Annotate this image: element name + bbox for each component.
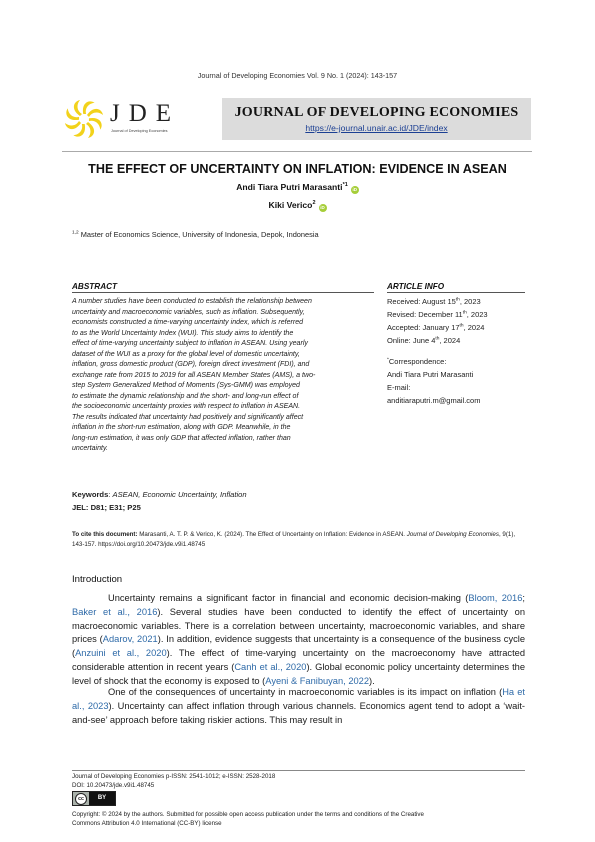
accepted-date: Accepted: January 17th, 2024	[387, 323, 485, 332]
jel-codes: JEL: D81; E31; P25	[72, 503, 141, 512]
abstract-line: the socioeconomic uncertainty proxies with respect to inflation in ASEAN.	[72, 403, 301, 410]
paragraph-text: ). Global economic policy uncertainty determines the level of shock that the economy is exposed to (	[72, 661, 525, 686]
abstract-line: to as the World Uncertainty Index (WUI). This study aims to identify the	[72, 329, 294, 337]
footer-divider	[72, 770, 525, 771]
logo-petal	[65, 121, 81, 129]
journal-banner-title: JOURNAL OF DEVELOPING ECONOMIES	[234, 105, 519, 120]
paragraph-text: ). The effect of time-varying uncertainty on the macroeconomy have attracted considerable attention in recent years (	[72, 648, 525, 672]
email-label: E-mail:	[387, 383, 411, 392]
abstract-line: exchange rate from 2015 to 2019 for all ASEAN Member States (AMS), a two-	[72, 371, 316, 379]
abstract-line: inflation, gross domestic product (GDP), foreign direct investment (FDI), and	[72, 361, 310, 368]
footer-doi-link[interactable]: DOI: 10.20473/jde.v9i1.48745	[72, 782, 155, 789]
correspondent-name: Andi Tiara Putri Marasanti	[387, 370, 474, 379]
affiliation-text: Master of Economics Science, University of Indonesia, Depok, Indonesia	[80, 230, 319, 239]
citation-link[interactable]: Bloom, 2016	[468, 593, 523, 603]
abstract-line: to estimate the dynamic relationship and the short- and long-run effect of	[72, 392, 299, 400]
abstract-line: uncertainty and macroeconomic variables, such as inflation. Subsequently,	[72, 308, 305, 316]
paragraph-text: ;	[522, 593, 525, 603]
header-divider	[62, 151, 532, 152]
author-marker: 2	[312, 200, 316, 207]
introduction-paragraph-1	[72, 592, 525, 689]
abstract-line: uncertainty.	[72, 445, 108, 452]
abstract-line: long-run estimation, it was only GDP that affected inflation, rather than	[72, 434, 291, 442]
cc-icon: cc	[75, 793, 87, 805]
paragraph-text: ).	[369, 675, 375, 686]
abstract-heading: ABSTRACT	[72, 282, 118, 291]
logo-subtitle: Journal of Developing Economies	[111, 129, 168, 133]
email-link[interactable]: anditiaraputri.m@gmail.com	[387, 396, 481, 405]
online-date: Online: June 4th, 2024	[387, 336, 461, 345]
author-name: Andi Tiara Putri Marasanti	[236, 182, 343, 192]
revised-date: Revised: December 11th, 2023	[387, 310, 488, 319]
abstract-line: The results indicated that uncertainty had positively and significantly affect	[72, 413, 304, 421]
citation-link[interactable]: Ha et al., 2023	[72, 687, 525, 711]
citation-link[interactable]: Baker et al., 2016	[72, 606, 158, 617]
running-head: Journal of Developing Economies Vol. 9 No. 1 (2024): 143-157	[197, 71, 398, 80]
author-1	[0, 182, 595, 194]
citation-link[interactable]: Anzuini et al., 2020	[75, 648, 167, 659]
paragraph-text: ). In addition, evidence suggests that uncertainty is a consequence of the business cycle (	[72, 634, 525, 659]
author-marker: *1	[342, 182, 348, 189]
abstract-line: step System Generalized Method of Moments (Sys-GMM) was employed	[72, 382, 300, 389]
article-info-divider	[387, 292, 525, 293]
sun-spiral-icon	[62, 98, 106, 140]
introduction-heading: Introduction	[72, 574, 123, 585]
paragraph-text: Uncertainty remains a significant factor in financial and economic decision-making (	[108, 593, 469, 603]
paragraph-text: ). Uncertainty can affect inflation through various channels. Economics agent tend to adopt a ‘wait-and-see’ approach before taking riskier actions. This may result in	[72, 700, 525, 725]
abstract-line: effect of time-varying uncertainty subject to inflation in ASEAN. Using yearly	[72, 340, 308, 347]
orcid-icon[interactable]: iD	[320, 205, 325, 210]
abstract-line: A number studies have been conducted to establish the relationship between	[72, 298, 312, 305]
affiliation	[72, 230, 319, 239]
logo-petal	[87, 109, 103, 117]
article-info-heading: ARTICLE INFO	[387, 282, 445, 291]
paragraph-text: One of the consequences of uncertainty in macroeconomic variables is its impact on inflation (	[108, 687, 503, 697]
author-2	[0, 200, 595, 212]
abstract-line: dataset of the WUI as a proxy for the global level of domestic uncertainty,	[72, 350, 300, 358]
citation-link[interactable]: Ayeni & Fanibuyan, 2022	[265, 675, 369, 686]
journal-url-link[interactable]: https://e-journal.unair.ac.id/JDE/index	[305, 123, 448, 133]
citation-link[interactable]: Canh et al., 2020	[234, 661, 307, 672]
abstract-divider	[72, 292, 374, 293]
jde-logo	[62, 98, 194, 140]
journal-banner	[222, 98, 531, 140]
by-icon: BY	[89, 792, 115, 805]
footer-issn: Journal of Developing Economies p-ISSN: 2541-1012; e-ISSN: 2528-2018	[72, 773, 276, 780]
citation-block: To cite this document: Marasanti, A. T. P. & Verico, K. (2024). The Effect of Uncertainty on Inflation: Evidence in ASEAN. Journal of Developing Economies, 9(1), 143-157. https://doi.org/10.20473/jde.v9i1.48745	[72, 531, 516, 548]
received-date: Received: August 15th, 2023	[387, 297, 481, 306]
correspondence-label: *Correspondence:	[387, 357, 447, 366]
introduction-paragraph-2	[72, 686, 525, 727]
footer-copyright-line-2: Commons Attribution 4.0 International (CC-BY) license	[72, 820, 222, 827]
citation-link[interactable]: Adarov, 2021	[102, 634, 158, 645]
cc-by-badge[interactable]	[72, 791, 116, 806]
abstract-body	[72, 297, 374, 455]
logo-letters: JDE	[110, 100, 181, 127]
paragraph-text: ). Several studies have been conducted to identify the effect of uncertainty on macroeconomic variables. There is a correlation between uncertainty, macroeconomic variables, and share prices (	[72, 606, 525, 645]
footer-copyright-line-1: Copyright: © 2024 by the authors. Submitted for possible open access publication under the terms and conditions of the Creative	[72, 811, 424, 818]
orcid-icon[interactable]: iD	[352, 187, 358, 192]
logo-petal	[74, 100, 82, 116]
paper-title: THE EFFECT OF UNCERTAINTY ON INFLATION: EVIDENCE IN ASEAN	[88, 162, 507, 176]
logo-petal	[86, 122, 94, 138]
abstract-line: economists constructed a time-varying uncertainty index, which is referred	[72, 319, 304, 326]
keywords: Keywords: ASEAN, Economic Uncertainty, Inflation	[72, 490, 247, 499]
author-name: Kiki Verico	[268, 200, 313, 210]
abstract-line: inflation in the short-run estimation, along with GDP. Meanwhile, in the	[72, 424, 291, 431]
affiliation-marker: 1,2	[72, 230, 79, 236]
